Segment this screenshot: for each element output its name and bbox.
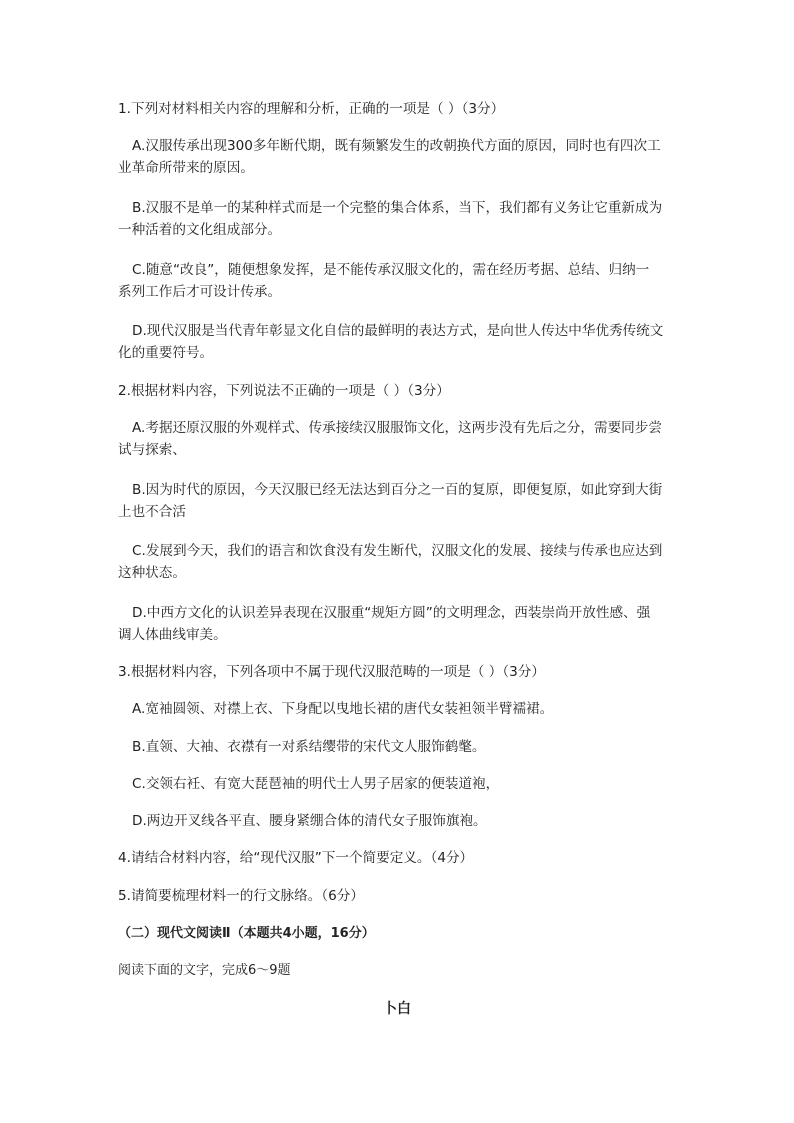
q1-option-a-line1: A.汉服传承出现300多年断代期，既有频繁发生的改朝换代方面的原因，同时也有四次工 (132, 138, 661, 154)
q1-option-d-line2: 化的重要符号。 (118, 345, 214, 361)
q2-stem: 2.根据材料内容，下列说法不正确的一项是（ ）（3分） (118, 383, 450, 399)
q3-option-c: C.交领右衽、有宽大琵琶袖的明代士人男子居家的便装道袍， (132, 776, 500, 792)
q1-option-c-line1: C.随意“改良”，随便想象发挥，是不能传承汉服文化的，需在经历考据、总结、归纳一 (132, 262, 650, 278)
q2-option-a-line2: 试与探索、 (118, 442, 186, 458)
q3-stem: 3.根据材料内容，下列各项中不属于现代汉服范畴的一项是（ ）（3分） (118, 664, 545, 680)
q2-option-b-line1: B.因为时代的原因，今天汉服已经无法达到百分之一百的复原，即便复原，如此穿到大街 (132, 482, 663, 498)
q3-option-a: A.宽袖圆领、对襟上衣、下身配以曳地长裙的唐代女装袒领半臂襦裙。 (132, 701, 554, 717)
q1-option-c-line2: 系列工作后才可设计传承。 (118, 284, 282, 300)
passage-title: 卜白 (383, 1001, 411, 1017)
q5-stem: 5.请简要梳理材料一的行文脉络。（6分） (118, 888, 364, 904)
q4-stem: 4.请结合材料内容，给“现代汉服”下一个简要定义。（4分） (118, 850, 474, 866)
q3-option-b: B.直领、大袖、衣襟有一对系结缨带的宋代文人服饰鹤氅。 (132, 739, 486, 755)
q2-option-a-line1: A.考据还原汉服的外观样式、传承接续汉服服饰文化，这两步没有先后之分，需要同步尝 (132, 420, 662, 436)
q1-option-b-line1: B.汉服不是单一的某种样式而是一个完整的集合体系，当下，我们都有义务让它重新成为 (132, 200, 663, 216)
q2-option-c-line2: 这种状态。 (118, 565, 186, 581)
q1-option-a-line2: 业革命所带来的原因。 (118, 160, 254, 176)
q2-option-b-line2: 上也不合活 (118, 504, 186, 520)
q2-option-d-line1: D.中西方文化的认识差异表现在汉服重“规矩方圆”的文明理念，西装崇尚开放性感、强 (132, 605, 651, 621)
q1-stem: 1.下列对材料相关内容的理解和分析，正确的一项是（ ）（3分） (118, 101, 505, 117)
q1-option-d-line1: D.现代汉服是当代青年彰显文化自信的最鲜明的表达方式，是向世人传达中华优秀传统文 (132, 323, 664, 339)
section-heading: （二）现代文阅读Ⅱ（本题共4小题，16分） (118, 926, 375, 941)
q1-option-b-line2: 一种活着的文化组成部分。 (118, 222, 282, 238)
q2-option-d-line2: 调人体曲线审美。 (118, 627, 227, 643)
q3-option-d: D.两边开叉线各平直、腰身紧绷合体的清代女子服饰旗袍。 (132, 813, 487, 829)
reading-instruction: 阅读下面的文字，完成6～9题 (118, 963, 291, 978)
q2-option-c-line1: C.发展到今天，我们的语言和饮食没有发生断代，汉服文化的发展、接续与传承也应达到 (132, 543, 663, 559)
